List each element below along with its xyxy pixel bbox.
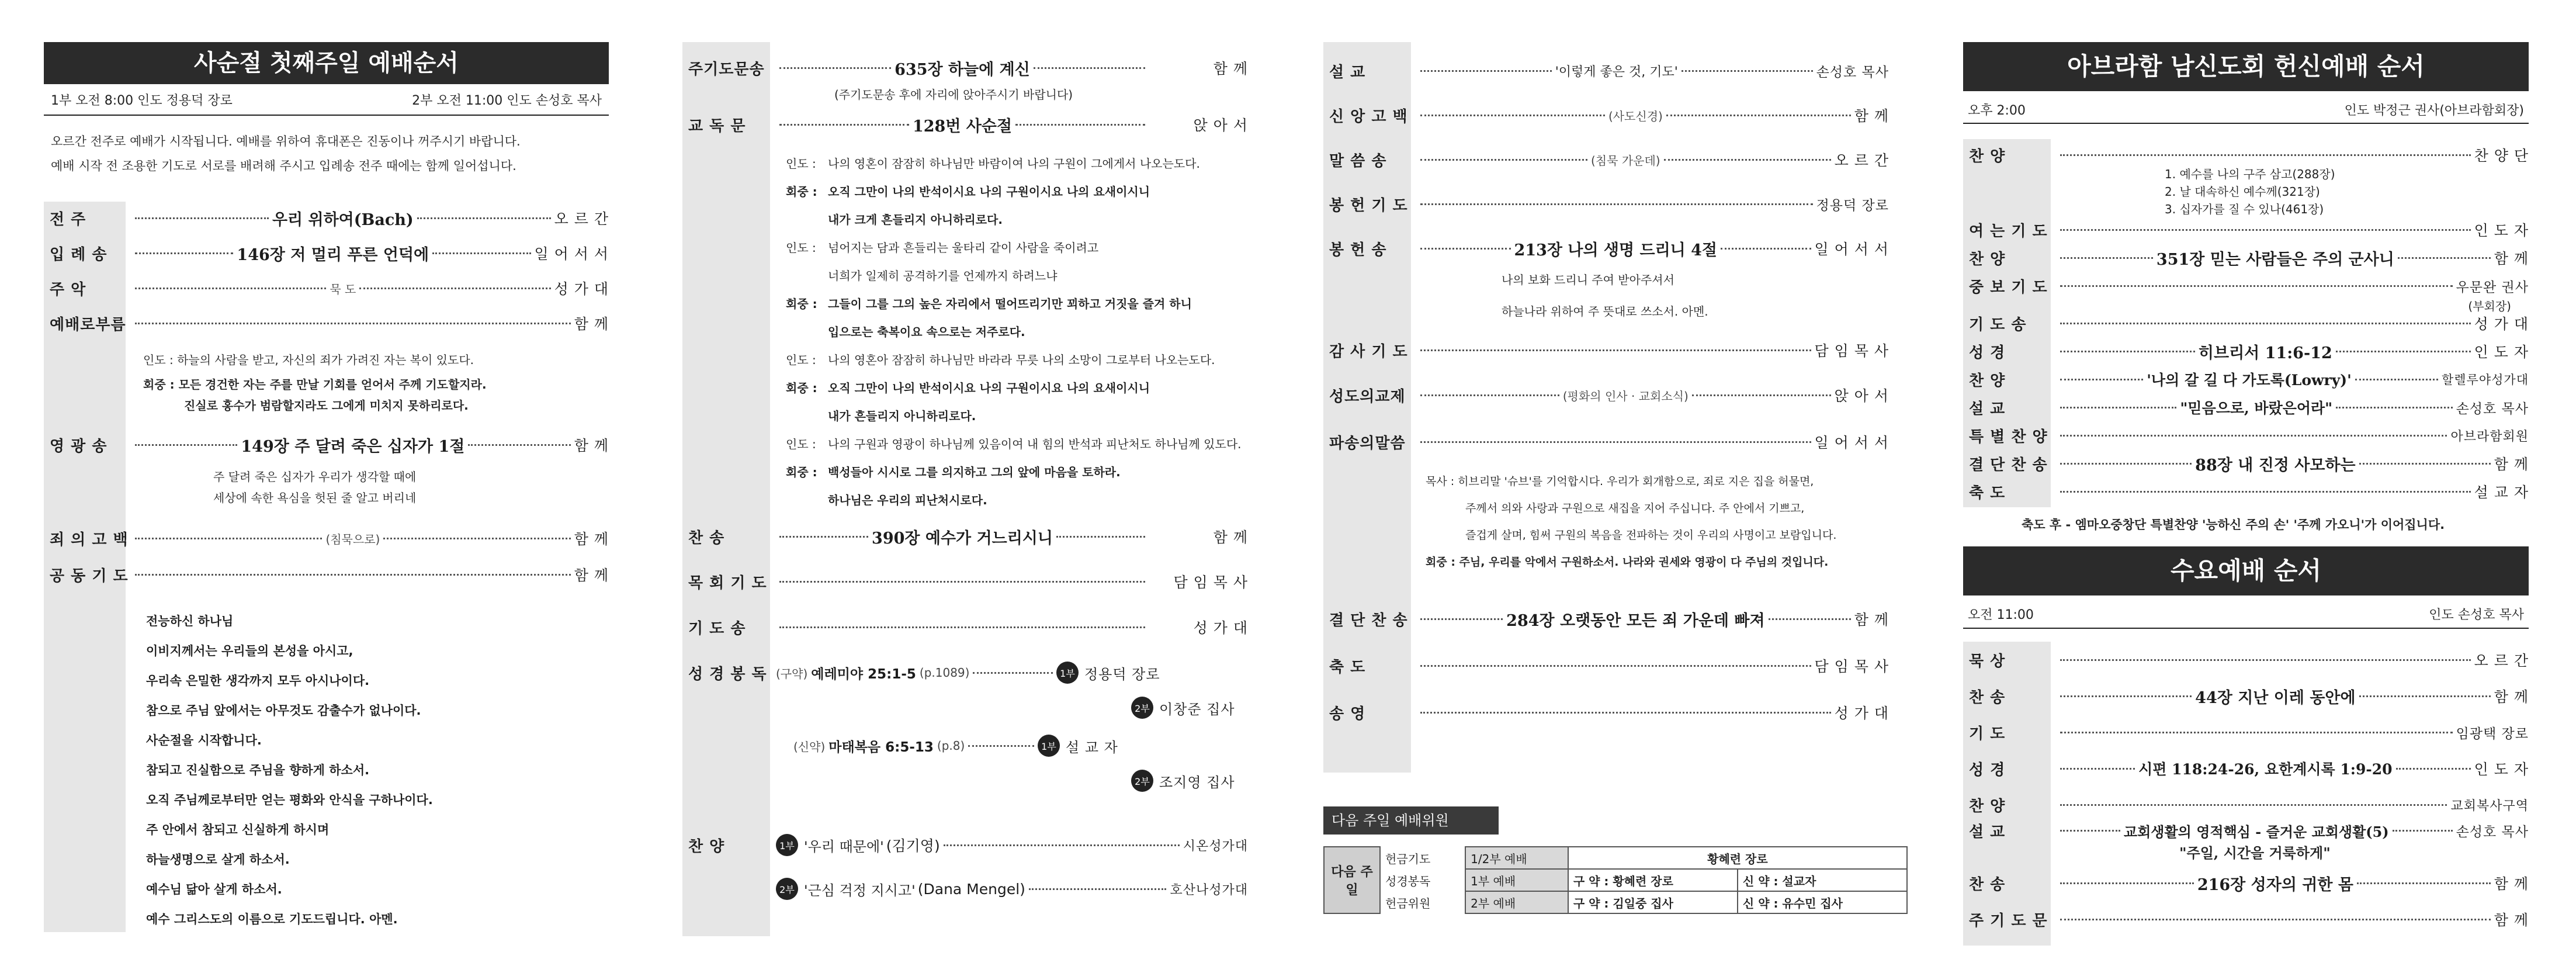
responsive-text: 나의 구원과 영광이 하나님께 있음이여 내 힘의 반석과 피난처도 하나님께 있도다. [828, 437, 1242, 451]
order-entrance-hymn: 입 례 송 146장 저 멀리 푸른 언덕에 일 어 서 서 [50, 245, 609, 264]
divider [44, 115, 609, 116]
divider [1963, 123, 2529, 124]
order-music: 주 악 묵 도 성 가 대 [50, 281, 609, 299]
common-prayer-text: 전능하신 하나님 이비지께서는 우리들의 본성을 아시고, 우리속 은밀한 생각까지 모두 아시나이다. 참으로 주님 앞에서는 아무것도 감출수가 없나이다. 사순절을 시작합니다. 참되고 진실함으로 주님을 향하게 하소서. 오직 주님께로부터만 얻는 평화와 안식을 구하나이다. 주 안에서 참되고 신실하게 하시며 하늘생명으로 살게 하소서. 예수님 닮아 살게 하소서. 예수 그리스도의 이름으로 기도드립니다. 아멘. [146, 614, 433, 926]
sending-line-2: 주께서 의와 사랑과 구원으로 새집을 지어 주십니다. 주 안에서 기쁘고, [1465, 502, 1805, 515]
wed-prayer: 기 도 임광택 장로 [1969, 725, 2529, 743]
responsive-line [786, 150, 1242, 178]
gloria-lyric-2: 세상에 속한 욕심을 헛된 줄 알고 버리네 [213, 491, 417, 505]
sending-line-3: 즐겁게 살며, 힘써 구원의 복음을 전파하는 것이 우리의 사명이고 보람입니다. [1465, 529, 1837, 542]
sunday-service-title: 사순절 첫째주일 예배순서 [44, 42, 609, 84]
responsive-line [786, 290, 1242, 318]
wed-hymn: 찬 송 44장 지난 이레 동안에 함 께 [1969, 688, 2529, 707]
abraham-leader: 인도 박정근 권사(아브라함회장) [2344, 103, 2524, 118]
speaker-label: 인도 : [786, 241, 816, 255]
responsive-text: 오직 그만이 나의 반석이시요 나의 구원이시요 나의 요새이시니 [828, 381, 1150, 395]
wed-hymn-2: 찬 송 216장 성자의 귀한 몸 함 께 [1969, 875, 2529, 894]
wed-praise: 찬 양 교회복사구역 [1969, 797, 2529, 815]
wed-sermon-subtitle: "주일, 시간을 거룩하게" [2179, 844, 2331, 861]
reader-4: 2부 조지영 집사 [1131, 768, 1235, 793]
responsive-line [786, 206, 1242, 234]
service-badge: 1부 [776, 834, 798, 856]
order-pastoral-prayer: 목 회 기 도 담 임 목 사 [688, 574, 1248, 592]
responsive-text: 나의 영혼이 잠잠히 하나님만 바람이여 나의 구원이 그에게서 나오는도다. [828, 157, 1200, 171]
responsive-line [786, 346, 1242, 374]
call-congregation-1: 회중 : 모든 경건한 자는 주를 만날 기회를 얻어서 주께 기도할지라. [143, 378, 487, 392]
abr-opening-prayer: 여 는 기 도 인 도 자 [1969, 222, 2529, 240]
abr-anthem: 찬 양 '나의 갈 길 다 가도록(Lowry)' 할렐루야성가대 [1969, 372, 2529, 390]
gloria-lyric-1: 주 달려 죽은 십자가 우리가 생각할 때에 [213, 470, 417, 484]
order-hymn: 찬 송 390장 예수가 거느리시니 함 께 [688, 529, 1248, 548]
responsive-text: 나의 영혼아 잠잠히 하나님만 바라라 무릇 나의 소망이 그로부터 나오는도다. [828, 353, 1215, 367]
service-badge: 1부 [1038, 735, 1060, 757]
speaker-label: 회중 : [786, 465, 817, 479]
second-service-time: 2부 오전 11:00 인도 손성호 목사 [412, 94, 602, 108]
speaker-label: 회중 : [786, 381, 817, 395]
order-prelude: 전 주 우리 위하여(Bach) 오 르 간 [50, 210, 609, 229]
speaker-label: 인도 : [786, 437, 816, 451]
order-anthem-2: 2부 '근심 걱정 지시고' (Dana Mengel) 호산나성가대 [776, 877, 1248, 901]
abr-praise: 찬 양 찬 양 단 [1969, 147, 2529, 165]
lords-prayer-note: (주기도문송 후에 자리에 앉아주시기 바랍니다) [834, 88, 1073, 102]
wed-meditation: 묵 상 오 르 간 [1969, 652, 2529, 670]
wednesday-time: 오전 11:00 [1968, 608, 2034, 622]
abr-special-anthem: 특 별 찬 양 아브라함회원 [1969, 428, 2529, 446]
order-word-song: 말 씀 송 (침묵 가운데) 오 르 간 [1329, 152, 1889, 170]
column-3 [1323, 0, 1889, 966]
speaker-label: 인도 : [786, 157, 816, 171]
divider [1963, 628, 2529, 629]
responsive-text: 오직 그만이 나의 반석이시요 나의 구원이시요 나의 요새이시니 [828, 185, 1150, 199]
speaker-label [786, 206, 828, 234]
praise-song-3: 3. 십자가를 질 수 있나(461장) [2165, 202, 2324, 216]
responsive-text: 백성들아 시시로 그를 의지하고 그의 앞에 마음을 토하라. [828, 465, 1121, 479]
abr-footnote: 축도 후 - 엠마오중창단 특별찬양 '능하신 주의 손' '주께 가오니'가 이어집니다. [2022, 518, 2445, 532]
label-band [682, 42, 770, 936]
responsive-line [786, 430, 1242, 458]
column-4 [1963, 0, 2529, 966]
order-nt-reading: (신약) 마태복음 6:5-13 (p.8) 1부 설 교 자 [776, 733, 1248, 758]
wed-sermon: 설 교 교회생활의 영적핵심 - 즐거운 교회생활(5) 손성호 목사 [1969, 823, 2529, 841]
notice-line-1: 오르간 전주로 예배가 시작됩니다. 예배를 위하여 휴대폰은 진동이나 꺼주시기 바랍니다. [51, 134, 521, 148]
abr-prayer-song: 기 도 송 성 가 대 [1969, 316, 2529, 334]
abraham-time: 오후 2:00 [1968, 103, 2026, 118]
service-badge: 1부 [1056, 662, 1079, 684]
abr-scripture: 성 경 히브리서 11:6-12 인 도 자 [1969, 344, 2529, 362]
abr-decision-hymn: 결 단 찬 송 88장 내 진정 사모하는 함 께 [1969, 456, 2529, 475]
next-week-header: 다음 주일 예배위원 [1323, 806, 1499, 835]
speaker-label [786, 318, 828, 346]
speaker-label [786, 262, 828, 290]
order-sermon: 설 교 '이렇게 좋은 것, 기도' 손성호 목사 [1329, 63, 1889, 81]
sending-line-4: 회중 : 주님, 우리를 악에서 구원하소서. 나라와 권세와 영광이 다 주님의 것입니다. [1426, 556, 1829, 569]
responsive-line [786, 318, 1242, 346]
order-anthem: 찬 양 1부 '우리 때문에' (김기영) 시온성가대 [682, 833, 1248, 857]
notice-line-2: 예배 시작 전 조용한 기도로 서로를 배려해 주시고 입례송 전주 때에는 함께 일어섭니다. [51, 159, 516, 173]
column-1 [44, 0, 609, 966]
responsive-reading-text [786, 150, 1242, 514]
abr-hymn: 찬 양 351장 믿는 사람들은 주의 군사니 함 께 [1969, 250, 2529, 269]
responsive-line [786, 178, 1242, 206]
order-scripture-reading: 성 경 봉 독 (구약) 예레미야 25:1-5 (p.1089) 1부 정용덕 장로 [682, 660, 1248, 685]
order-decision-hymn: 결 단 찬 송 284장 오랫동안 모든 죄 가운데 빠져 함 께 [1329, 611, 1889, 630]
order-creed: 신 앙 고 백 (사도신경) 함 께 [1329, 108, 1889, 126]
wednesday-leader: 인도 손성호 목사 [2429, 608, 2524, 622]
responsive-line [786, 374, 1242, 402]
service-badge: 2부 [776, 878, 798, 900]
order-offering-hymn: 봉 헌 송 213장 나의 생명 드리니 4절 일 어 서 서 [1329, 241, 1889, 259]
offering-lyric-2: 하늘나라 위하여 주 뜻대로 쓰소서. 아멘. [1502, 304, 1708, 318]
intercession-role: (부회장) [2468, 299, 2511, 313]
responsive-text: 너희가 일제히 공격하기를 언제까지 하려느냐 [828, 269, 1058, 283]
order-offering-prayer: 봉 헌 기 도 정용덕 장로 [1329, 196, 1889, 214]
responsive-text: 넘어지는 담과 흔들리는 울타리 같이 사람을 죽이려고 [828, 241, 1099, 255]
order-sending-word: 파송의말씀 일 어 서 서 [1329, 434, 1889, 452]
service-badge: 2부 [1131, 770, 1153, 792]
order-fellowship: 성도의교제 (평화의 인사 · 교회소식) 앉 아 서 [1329, 387, 1889, 406]
responsive-line [786, 486, 1242, 514]
abr-sermon: 설 교 "믿음으로, 바랐은어라" 손성호 목사 [1969, 400, 2529, 418]
responsive-line [786, 262, 1242, 290]
order-responsive-reading: 교 독 문 128번 사순절 앉 아 서 [688, 117, 1248, 136]
speaker-label: 회중 : [786, 185, 817, 199]
order-common-prayer: 공 동 기 도 함 께 [50, 567, 609, 585]
order-gloria: 영 광 송 149장 주 달려 죽은 십자가 1절 함 께 [50, 437, 609, 456]
responsive-line [786, 234, 1242, 262]
praise-song-2: 2. 날 대속하신 예수께(321장) [2165, 185, 2320, 199]
next-week-table: 다음 주일 헌금기도 1/2부 예배 황혜련 장로 성경봉독 1부 예배 구 약 : 황혜련 장로 신 약 : 설교자 헌금위원 2부 예배 구 약 : 김일중 집사 신 약 : 유수민 집사 [1323, 846, 1908, 914]
responsive-text: 하나님은 우리의 피난처시로다. [828, 493, 987, 507]
order-benediction: 축 도 담 임 목 사 [1329, 658, 1889, 676]
responsive-text: 내가 흔들리지 아니하리로다. [828, 409, 976, 423]
order-thanks-prayer: 감 사 기 도 담 임 목 사 [1329, 342, 1889, 361]
speaker-label [786, 486, 828, 514]
offering-lyric-1: 나의 보화 드리니 주여 받아주셔서 [1502, 273, 1674, 287]
abr-intercession: 중 보 기 도 우문완 권사 [1969, 278, 2529, 296]
wednesday-service-title: 수요예배 순서 [1963, 546, 2529, 595]
responsive-text: 내가 크게 흔들리지 아니하리로다. [828, 213, 1003, 227]
order-confession: 죄 의 고 백 (침묵으로) 함 께 [50, 531, 609, 549]
service-badge: 2부 [1131, 697, 1153, 719]
sending-line-1: 목사 : 히브리말 '슈브'를 기억합시다. 우리가 회개함으로, 죄로 지은 집을 허물면, [1426, 475, 1814, 488]
order-lords-prayer-hymn: 주기도문송 635장 하늘에 계신 함 께 [688, 60, 1248, 79]
first-service-time: 1부 오전 8:00 인도 정용덕 장로 [51, 94, 233, 108]
speaker-label: 인도 : [786, 353, 816, 367]
responsive-text: 입으로는 축복이요 속으로는 저주로다. [828, 325, 1025, 339]
abraham-service-title: 아브라함 남신도회 헌신예배 순서 [1963, 42, 2529, 91]
abr-benediction: 축 도 설 교 자 [1969, 484, 2529, 502]
responsive-line [786, 402, 1242, 430]
column-2 [682, 0, 1248, 966]
order-prayer-song: 기 도 송 성 가 대 [688, 619, 1248, 638]
speaker-label [786, 402, 828, 430]
wed-lords-prayer: 주 기 도 문 함 께 [1969, 912, 2529, 930]
order-call-to-worship: 예배로부름 함 께 [50, 316, 609, 334]
call-congregation-2: 진실로 홍수가 범람할지라도 그에게 미치지 못하리로다. [184, 399, 469, 413]
order-doxology: 송 영 성 가 대 [1329, 705, 1889, 723]
responsive-text: 그들이 그를 그의 높은 자리에서 떨어뜨리기만 꾀하고 거짓을 즐겨 하니 [828, 297, 1192, 311]
call-leader: 인도 : 하늘의 사람을 받고, 자신의 죄가 가려진 자는 복이 있도다. [143, 353, 474, 367]
responsive-line [786, 458, 1242, 486]
praise-song-1: 1. 예수를 나의 구주 삼고(288장) [2165, 167, 2335, 181]
speaker-label: 회중 : [786, 297, 817, 311]
reader-2: 2부 이창준 집사 [1131, 695, 1235, 720]
wed-scripture: 성 경 시편 118:24-26, 요한계시록 1:9-20 인 도 자 [1969, 761, 2529, 779]
